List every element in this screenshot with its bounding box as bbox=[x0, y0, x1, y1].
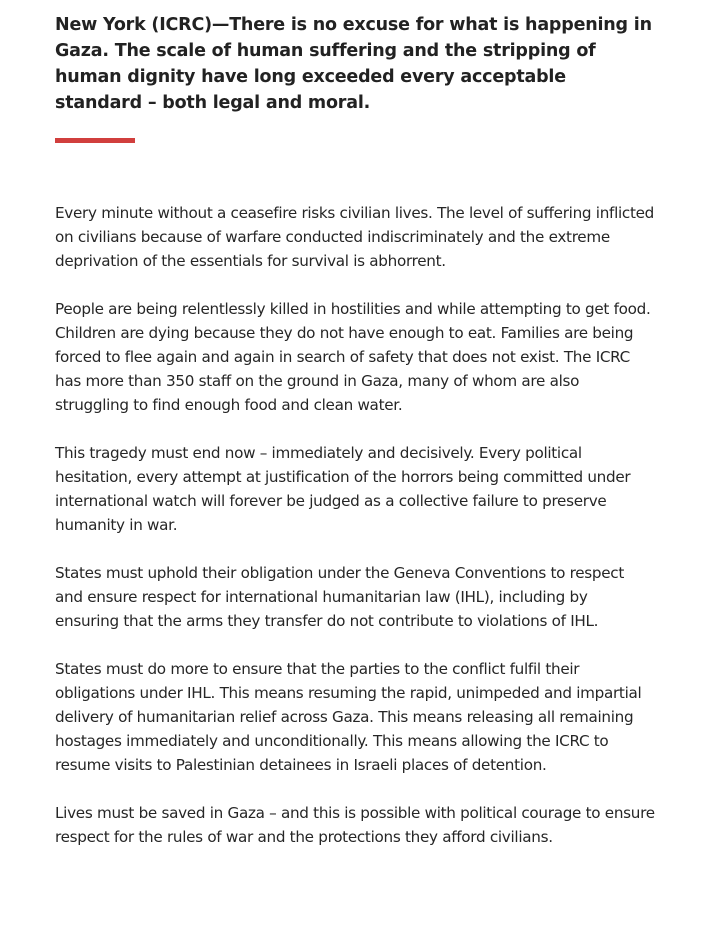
paragraph-tragedy: This tragedy must end now – immediately and decisively. Every political hesitation, every attempt at justification of the horrors being committed under international watch will forever be judged as a collective failure to preserve humanity in war. bbox=[55, 444, 631, 534]
accent-divider bbox=[55, 138, 135, 143]
paragraph-geneva-conventions: States must uphold their obligation under the Geneva Conventions to respect and ensure respect for international humanitarian law (IHL), including by ensuring that the arms they transfer do not contribute to violations of IHL. bbox=[55, 564, 624, 630]
article bbox=[55, 12, 655, 873]
article-body bbox=[55, 201, 655, 849]
paragraph-hostilities: People are being relentlessly killed in hostilities and while attempting to get food. Children are dying because they do not have enough to eat. Families are being forced to flee again and again in search of safety that does not exist. The ICRC has more than 350 staff on the ground in Gaza, many of whom are also struggling to find enough food and clean water. bbox=[55, 300, 651, 414]
paragraph-ceasefire: Every minute without a ceasefire risks civilian lives. The level of suffering inflicted on civilians because of warfare conducted indiscriminately and the extreme deprivation of the essentials for survival is abhorrent. bbox=[55, 204, 655, 270]
article-lead: New York (ICRC)—There is no excuse for what is happening in Gaza. The scale of human suffering and the stripping of human dignity have long exceeded every acceptable standard – both legal and moral. bbox=[55, 15, 652, 113]
paragraph-lives-saved: Lives must be saved in Gaza – and this is possible with political courage to ensure respect for the rules of war and the protections they afford civilians. bbox=[55, 804, 655, 846]
paragraph-states-obligations: States must do more to ensure that the parties to the conflict fulfil their obligations under IHL. This means resuming the rapid, unimpeded and impartial delivery of humanitarian relief across Gaza. This means releasing all remaining hostages immediately and unconditionally. This means allowing the ICRC to resume visits to Palestinian detainees in Israeli places of detention. bbox=[55, 660, 642, 774]
